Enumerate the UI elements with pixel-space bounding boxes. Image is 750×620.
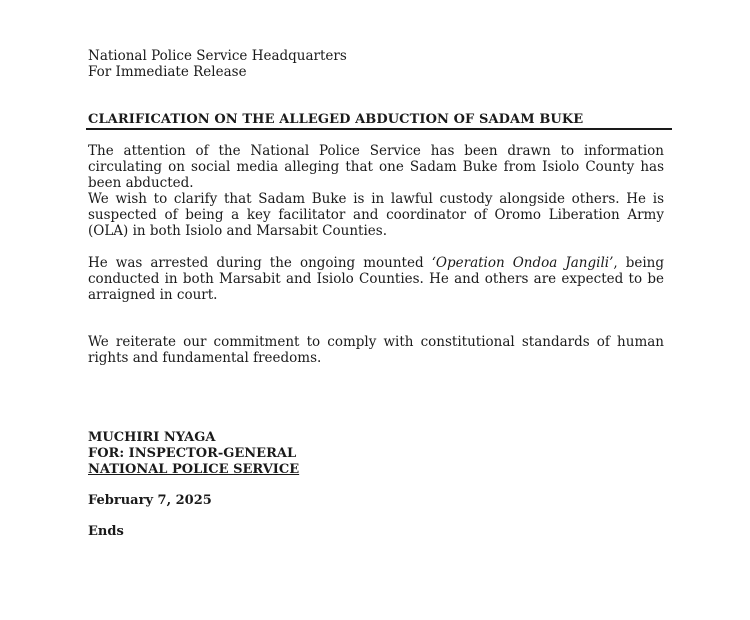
- header-release-type: For Immediate Release: [88, 64, 247, 80]
- signature-block: [88, 430, 299, 478]
- header-organization: National Police Service Headquarters: [88, 48, 347, 64]
- operation-name: ‘Operation Ondoa Jangili’: [431, 255, 614, 271]
- paragraph-3-rest: , being conducted in both Marsabit and Isiolo Counties. He and others are expected to be arraigned in court.: [88, 255, 665, 303]
- paragraph-4: We reiterate our commitment to comply with constitutional standards of human rights and fundamental freedoms.: [88, 334, 664, 366]
- ends-marker: Ends: [88, 524, 124, 539]
- letterhead: [88, 48, 347, 80]
- signatory-capacity: FOR: INSPECTOR-GENERAL: [88, 446, 297, 461]
- paragraph-1: The attention of the National Police Service has been drawn to information circulating on social media alleging that one Sadam Buke from Isiolo County has been abducted.: [88, 143, 664, 191]
- signatory-organization: NATIONAL POLICE SERVICE: [88, 462, 300, 477]
- paragraph-3-lead: He was arrested during the ongoing mounted: [88, 255, 432, 271]
- paragraph-2: We wish to clarify that Sadam Buke is in lawful custody alongside others. He is suspected of being a key facilitator and coordinator of Oromo Liberation Army (OLA) in both Isiolo and Marsabit Counties.: [88, 191, 664, 239]
- signatory-name: MUCHIRI NYAGA: [88, 430, 216, 445]
- document-title: CLARIFICATION ON THE ALLEGED ABDUCTION OF SADAM BUKE: [88, 112, 584, 127]
- paragraph-3: [88, 255, 664, 303]
- release-date: February 7, 2025: [88, 493, 212, 508]
- title-block: [86, 112, 672, 130]
